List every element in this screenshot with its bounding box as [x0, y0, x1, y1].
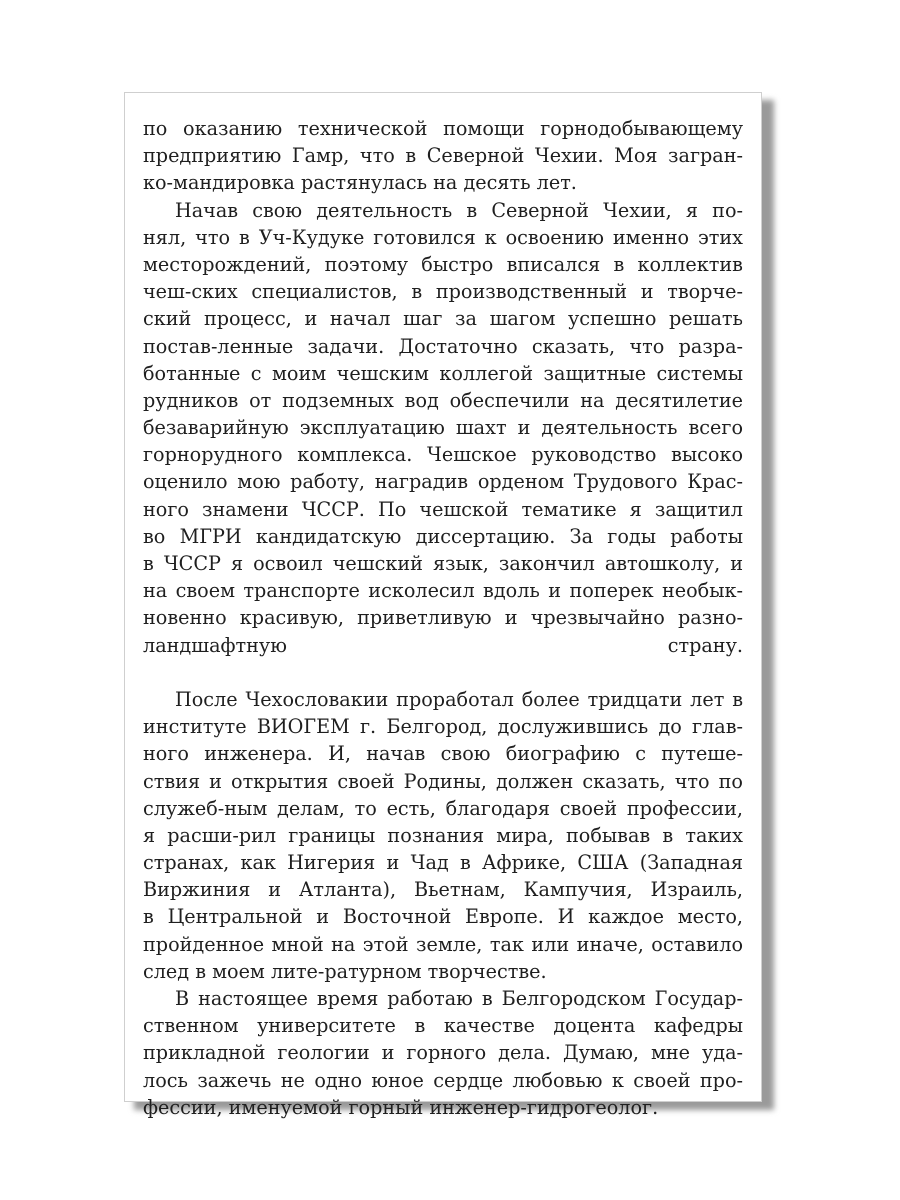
- text-line: [143, 659, 743, 686]
- text-line: нял, что в Уч-Кудуке готовился к освоению именно этих: [143, 225, 743, 249]
- text-line: ного знамени ЧССР. По чешской тематике я защитил: [143, 497, 743, 521]
- book-page: [124, 92, 762, 1119]
- text-line: ский процесс, и начал шаг за шагом успешно решать: [143, 307, 743, 331]
- text-line: В настоящее время работаю в Белгородском Государ-: [175, 987, 743, 1010]
- text-line: оценило мою работу, наградив орденом Трудового Крас-: [143, 470, 743, 494]
- text-line: на своем транспорте исколесил вдоль и поперек необык-: [143, 579, 743, 603]
- text-line: служеб-ным делам, то есть, благодаря своей профессии,: [143, 796, 743, 820]
- text-line: странах, как Нигерия и Чад в Африке, США (Западная: [143, 851, 743, 875]
- text-line: месторождений, поэтому быстро вписался в коллектив: [143, 252, 743, 276]
- text-line: в ЧССР я освоил чешский язык, закончил автошколу, и: [143, 552, 743, 575]
- text-line: ственном университете в качестве доцента кафедры: [143, 1014, 743, 1038]
- text-line: Виржиния и Атланта), Вьетнам, Кампучия, Израиль,: [143, 878, 743, 902]
- text-line: чеш-ских специалистов, в производственный и творче-: [143, 280, 743, 304]
- text-line: ботанные с моим чешским коллегой защитные системы: [143, 361, 743, 385]
- text-line: во МГРИ кандидатскую диссертацию. За годы работы: [143, 524, 743, 548]
- text-line: ного инженера. И, начав свою биографию с путеше-: [143, 742, 743, 766]
- text-line: лось зажечь не одно юное сердце любовью к своей про-: [143, 1068, 743, 1092]
- text-line: ко-мандировка растянулась на десять лет.: [143, 171, 577, 195]
- text-line: горнорудного комплекса. Чешское руководство высоко: [143, 443, 743, 467]
- text-line: я расши-рил границы познания мира, побывав в таких: [143, 823, 743, 847]
- text-line: рудников от подземных вод обеспечили на десятилетие: [143, 388, 743, 412]
- text-line: новенно красивую, приветливую и чрезвычайно разно-: [143, 606, 743, 630]
- paragraph-3: [143, 686, 743, 985]
- text-line: в Центральной и Восточной Европе. И каждое место,: [143, 905, 743, 929]
- text-line: постав-ленные задачи. Достаточно сказать, что разра-: [143, 334, 743, 358]
- paragraph-2: [143, 197, 743, 686]
- text-line: фессии, именуемой горный инженер-гидрогеолог.: [143, 1095, 659, 1119]
- text-line: предприятию Гамр, что в Северной Чехии. Моя загран-: [143, 144, 743, 168]
- text-line: прикладной геологии и горного дела. Думаю, мне уда-: [143, 1041, 743, 1065]
- paragraph-4: [143, 985, 743, 1121]
- text-line: Начав свою деятельность в Северной Чехии, я по-: [175, 198, 743, 222]
- paragraph-1: [143, 115, 743, 197]
- text-line: После Чехословакии проработал более тридцати лет в: [175, 687, 743, 711]
- text-line: ландшафтную страну.: [143, 633, 743, 657]
- text-line: институте ВИОГЕМ г. Белгород, дослужившись до глав-: [143, 715, 743, 739]
- text-line: безаварийную эксплуатацию шахт и деятельность всего: [143, 416, 743, 440]
- text-line: след в моем лите-ратурном творчестве.: [143, 959, 547, 983]
- text-line: по оказанию технической помощи горнодобывающему: [143, 117, 743, 140]
- text-line: пройденное мной на этой земле, так или иначе, оставило: [143, 932, 743, 956]
- text-line: ствия и открытия своей Родины, должен сказать, что по: [143, 769, 743, 793]
- text-column: [143, 115, 743, 1121]
